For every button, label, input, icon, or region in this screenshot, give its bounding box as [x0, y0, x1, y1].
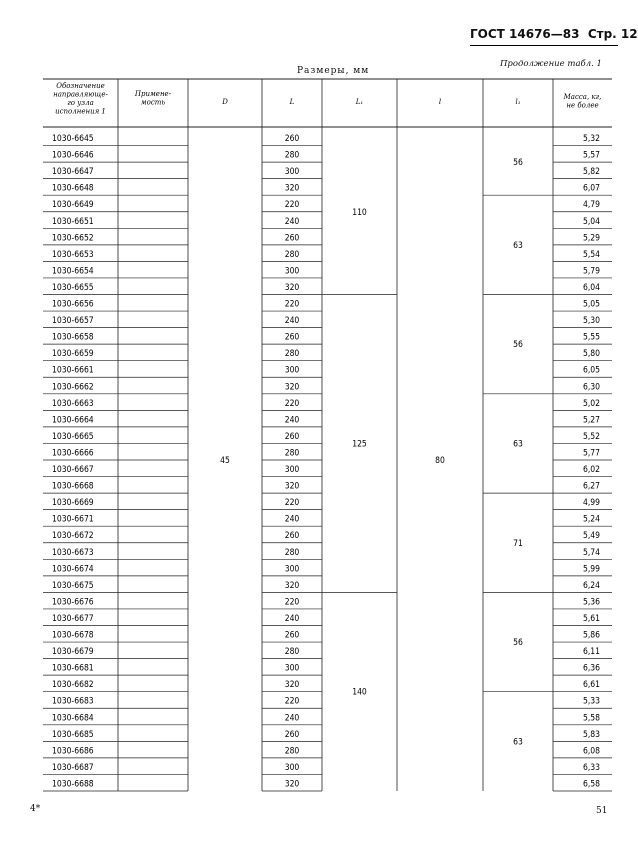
cell-L: 240: [284, 415, 300, 426]
cell-L: 320: [284, 580, 300, 591]
cell-L: 280: [284, 746, 300, 757]
cell-mass: 5,36: [582, 597, 600, 608]
cell-L: 300: [284, 465, 300, 475]
cell-mass: 5,86: [582, 630, 600, 641]
cell-designation: 1030-6678: [52, 630, 94, 641]
cell-L: 220: [284, 696, 300, 707]
cell-L: 320: [284, 481, 300, 492]
cell-l1: 71: [513, 538, 523, 549]
cell-designation: 1030-6673: [52, 547, 94, 558]
cell-designation: 1030-6682: [52, 680, 94, 691]
cell-l1: 56: [513, 638, 523, 649]
cell-L: 300: [284, 663, 300, 674]
cell-l: 80: [435, 456, 445, 466]
cell-designation: 1030-6652: [52, 233, 94, 244]
cell-L: 260: [284, 729, 300, 740]
column-header-l: l: [438, 98, 442, 106]
cell-L: 300: [284, 365, 300, 376]
cell-designation: 1030-6685: [52, 729, 94, 740]
page-label: Стр. 12: [587, 27, 638, 41]
column-header-D: D: [222, 98, 228, 106]
column-header-application: мость: [140, 98, 166, 107]
cell-L: 320: [284, 779, 300, 790]
cell-L: 320: [284, 680, 300, 691]
cell-L: 240: [284, 514, 300, 525]
column-header-designation: исполнения 1: [55, 107, 106, 116]
cell-L: 320: [284, 282, 300, 293]
cell-L1: 110: [352, 207, 367, 218]
cell-L: 280: [284, 647, 300, 658]
cell-designation: 1030-6661: [52, 365, 94, 376]
cell-designation: 1030-6687: [52, 762, 94, 773]
cell-L: 240: [284, 316, 300, 327]
cell-l1: 63: [513, 439, 523, 450]
cell-mass: 6,33: [582, 762, 600, 773]
cell-mass: 5,61: [582, 613, 600, 624]
column-header-L1: L₁: [355, 98, 364, 106]
cell-mass: 6,07: [582, 183, 600, 194]
cell-L: 300: [284, 266, 300, 277]
cell-D: 45: [220, 456, 230, 466]
cell-mass: 5,49: [582, 531, 600, 542]
cell-mass: 5,32: [582, 134, 600, 144]
cell-mass: 6,02: [582, 465, 600, 475]
cell-L: 320: [284, 183, 300, 194]
cell-L: 280: [284, 547, 300, 558]
cell-L: 300: [284, 564, 300, 575]
cell-designation: 1030-6683: [52, 696, 94, 707]
cell-designation: 1030-6646: [52, 150, 94, 161]
cell-L: 260: [284, 531, 300, 542]
footer-signature: 4*: [30, 804, 41, 814]
cell-mass: 6,11: [582, 647, 600, 658]
cell-designation: 1030-6649: [52, 200, 94, 211]
cell-mass: 6,27: [582, 481, 600, 492]
cell-designation: 1030-6672: [52, 531, 94, 542]
cell-mass: 6,36: [582, 663, 600, 674]
cell-L: 220: [284, 597, 300, 608]
cell-designation: 1030-6663: [52, 398, 94, 409]
column-header-designation: го узла: [67, 99, 94, 107]
cell-designation: 1030-6665: [52, 431, 94, 442]
cell-mass: 6,05: [582, 365, 600, 376]
cell-designation: 1030-6671: [52, 514, 94, 525]
cell-L1: 140: [352, 687, 367, 698]
cell-mass: 5,82: [582, 167, 600, 178]
cell-L: 280: [284, 349, 300, 360]
cell-mass: 6,08: [582, 746, 600, 757]
cell-mass: 5,79: [582, 266, 600, 277]
cell-L: 240: [284, 713, 300, 724]
cell-mass: 6,58: [582, 779, 600, 790]
cell-designation: 1030-6686: [52, 746, 94, 757]
cell-designation: 1030-6679: [52, 647, 94, 658]
cell-designation: 1030-6681: [52, 663, 94, 674]
cell-l1: 63: [513, 240, 523, 251]
cell-mass: 4,79: [582, 200, 600, 211]
cell-mass: 5,24: [582, 514, 600, 525]
cell-mass: 5,55: [582, 332, 600, 343]
cell-designation: 1030-6648: [52, 183, 94, 194]
column-header-designation: направляюще-: [53, 90, 108, 99]
page-number: 51: [596, 806, 608, 816]
cell-mass: 6,24: [582, 580, 600, 591]
cell-L: 220: [284, 498, 300, 509]
cell-mass: 5,99: [582, 564, 600, 575]
cell-mass: 5,27: [582, 415, 600, 426]
cell-designation: 1030-6656: [52, 299, 94, 310]
cell-designation: 1030-6666: [52, 448, 94, 459]
cell-designation: 1030-6675: [52, 580, 94, 591]
cell-mass: 5,30: [582, 316, 600, 327]
cell-designation: 1030-6657: [52, 316, 94, 327]
cell-designation: 1030-6668: [52, 481, 94, 492]
cell-designation: 1030-6684: [52, 713, 94, 724]
cell-mass: 5,54: [582, 249, 600, 260]
cell-designation: 1030-6676: [52, 597, 94, 608]
column-header-l1: l₁: [515, 98, 521, 106]
cell-designation: 1030-6651: [52, 216, 94, 227]
cell-designation: 1030-6645: [52, 134, 94, 144]
dimensions-label: Размеры, мм: [297, 66, 370, 76]
cell-mass: 6,30: [582, 382, 600, 393]
column-header-application: Примене-: [134, 90, 172, 98]
cell-mass: 5,74: [582, 547, 600, 558]
cell-L1: 125: [352, 439, 367, 450]
column-header-designation: Обозначение: [56, 82, 105, 90]
cell-mass: 5,57: [582, 150, 600, 161]
continuation-label: Продолжение табл. 1: [500, 59, 602, 69]
cell-designation: 1030-6674: [52, 564, 94, 575]
cell-designation: 1030-6655: [52, 282, 94, 293]
cell-L: 260: [284, 431, 300, 442]
cell-mass: 5,29: [582, 233, 600, 244]
cell-L: 280: [284, 249, 300, 260]
column-header-mass: Масса, кг,: [563, 93, 602, 101]
cell-L: 260: [284, 630, 300, 641]
cell-designation: 1030-6662: [52, 382, 94, 393]
cell-l1: 56: [513, 158, 523, 169]
cell-mass: 5,58: [582, 713, 600, 724]
cell-L: 220: [284, 299, 300, 310]
cell-L: 240: [284, 613, 300, 624]
column-header-mass: не более: [566, 101, 599, 110]
cell-L: 320: [284, 382, 300, 393]
cell-mass: 5,52: [582, 431, 600, 442]
cell-designation: 1030-6667: [52, 465, 94, 475]
cell-designation: 1030-6669: [52, 498, 94, 509]
cell-mass: 5,83: [582, 729, 600, 740]
cell-mass: 5,80: [582, 349, 600, 360]
cell-designation: 1030-6677: [52, 613, 94, 624]
cell-L: 300: [284, 762, 300, 773]
cell-L: 260: [284, 233, 300, 244]
column-header-L: L: [289, 98, 295, 106]
cell-l1: 63: [513, 737, 523, 748]
cell-mass: 5,05: [582, 299, 600, 310]
cell-L: 260: [284, 134, 300, 144]
cell-mass: 5,77: [582, 448, 600, 459]
cell-mass: 6,61: [582, 680, 600, 691]
cell-designation: 1030-6688: [52, 779, 94, 790]
cell-mass: 5,33: [582, 696, 600, 707]
cell-L: 280: [284, 448, 300, 459]
cell-designation: 1030-6654: [52, 266, 94, 277]
cell-L: 260: [284, 332, 300, 343]
cell-L: 220: [284, 398, 300, 409]
cell-designation: 1030-6647: [52, 167, 94, 178]
cell-designation: 1030-6659: [52, 349, 94, 360]
cell-designation: 1030-6658: [52, 332, 94, 343]
cell-L: 300: [284, 167, 300, 178]
cell-mass: 6,04: [582, 282, 600, 293]
cell-mass: 5,04: [582, 216, 600, 227]
cell-designation: 1030-6653: [52, 249, 94, 260]
cell-L: 220: [284, 200, 300, 211]
cell-l1: 56: [513, 340, 523, 351]
gost-number: ГОСТ 14676—83: [470, 27, 580, 41]
cell-mass: 5,02: [582, 398, 600, 409]
cell-mass: 4,99: [582, 498, 600, 509]
cell-designation: 1030-6664: [52, 415, 94, 426]
cell-L: 240: [284, 216, 300, 227]
cell-L: 280: [284, 150, 300, 161]
